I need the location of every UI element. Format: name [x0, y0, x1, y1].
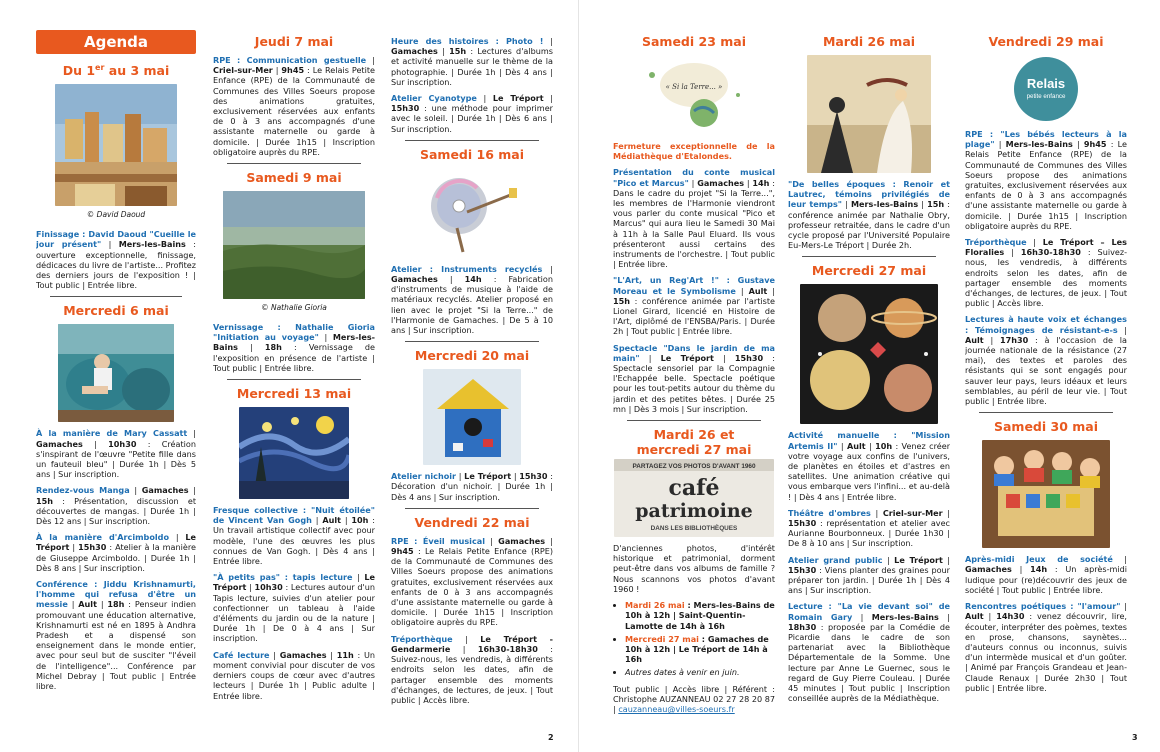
event-entry: Activité manuelle : "Mission Artemis II" | Ault | 10h : Venez créer votre voyage aux confins de l'univers, de planètes en étoiles et d'astres en satellites. Une animation créative qui vous embarque vers l'infini... et au-delà ! | Dès 4 ans | Entrée libre.	[788, 430, 950, 502]
event-entry: Présentation du conte musical "Pico et Marcus" | Gamaches | 14h : Dans le cadre du projet "Si la Terre...", les membres de l'Harmonie viendront vous parler du conte musical "Pico et Marcus" qui aura lieu le Samedi 30 Mai à 11h à la Salle Paul Eluard. Ils vous présenteront aussi certains des instruments de l'orchestre. | Tout public | Entrée libre.	[613, 167, 775, 270]
notice: Fermeture exceptionnelle de la Médiathèque d'Etalondes.	[613, 141, 775, 162]
photo-credit: © Nathalie Gioria	[261, 303, 327, 313]
event-entry: Spectacle "Dans le jardin de ma main" | Le Tréport | 15h30 : Spectacle sensoriel par la Compagnie l'Echappée belle. Spectacle poétique pour les tout-petits autour du thème du jardin et des petites bêtes. | Durée 25 mn | Dès 3 mois | Sur inscription.	[613, 342, 775, 414]
agenda-banner: Agenda	[36, 30, 196, 54]
si-la-terre-logo	[634, 55, 754, 135]
divider	[50, 296, 182, 297]
divider	[979, 412, 1113, 413]
day-heading: Samedi 23 mai	[641, 34, 747, 49]
recycled-instrument-photo	[417, 168, 527, 258]
event-entry: Atelier nichoir | Le Tréport | 15h30 : Décoration d'un nichoir. | Durée 1h | Dès 4 ans | Sur inscription.	[391, 471, 553, 502]
page-number: 2	[548, 733, 554, 742]
divider	[802, 256, 936, 257]
planets-artwork	[800, 284, 938, 424]
divider	[405, 341, 539, 342]
birdhouse-photo	[423, 369, 521, 465]
column-5	[788, 30, 950, 710]
column-2	[213, 30, 375, 707]
divider	[405, 140, 539, 141]
event-entry: Rendez-vous Manga | Gamaches | 15h : Présentation, discussion et découvertes de mangas. | Durée 1h | Dès 12 ans | Sur inscription.	[36, 485, 196, 526]
list-item: • Autres dates à venir en juin.	[625, 667, 775, 677]
rpe-logo-subtext: petite enfance	[1026, 93, 1066, 100]
starry-night-painting	[239, 407, 349, 499]
event-entry: À la manière d'Arcimboldo | Le Tréport | 15h30 : Atelier à la manière de Giuseppe Arcimboldo. | Durée 1h | Dès 8 ans | Sur inscription.	[36, 532, 196, 573]
mary-cassatt-painting	[58, 324, 174, 422]
lautrec-poster	[807, 55, 931, 173]
event-entry: Finissage : David Daoud "Cueille le jour présent" | Mers-les-Bains : ouverture exceptionnelle, finissage, dédicaces du livre de l'artiste... Profitez des derniers jours de l'exposition ! | Tout public | Entrée libre.	[36, 229, 196, 291]
event-entry: Rencontres poétiques : "l'amour" | Ault | 14h30 : venez découvrir, lire, écouter, interpréter des poèmes, textes en prose, chansons, saynètes... d'auteurs connus ou inconnus, suivis d'un intermède musical et d'un goûter. | Animé par François Grandeau et Jean-Claude Renaux | Durée 2h30 | Tout public | Entrée libre.	[965, 601, 1127, 693]
contact-info: Tout public | Accès libre | Référent : Christophe AUZANNEAU 02 27 28 20 87 | cauzanneau@villes-soeurs.fr	[613, 683, 775, 714]
event-entry: "À petits pas" : tapis lecture | Le Tréport | 10h30 : Lectures autour d'un Tapis lecture, suivies d'un atelier pour confectionner un tableau à l'aide d'éléments du jardin ou de la nature | Durée 1h | De 0 à 4 ans | Sur inscription.	[213, 572, 375, 644]
cafe-dates-list	[625, 600, 775, 677]
event-entry: Fresque collective : "Nuit étoilée" de Vincent Van Gogh | Ault | 10h : Un travail artistique collectif avec pour modèle, l'une des œuvres les plus connues de Van Gogh. | Dès 4 ans | Entrée libre.	[213, 505, 375, 567]
list-item: • Mardi 26 mai : Mers-les-Bains de 10h à 12h | Saint-Quentin-Lamotte de 14h à 16h	[625, 600, 775, 631]
event-entry: Théâtre d'ombres | Criel-sur-Mer | 15h30 : représentation et atelier avec Aurianne Bourbonneux. | Durée 1h30 | De 8 à 10 ans | Sur inscription.	[788, 507, 950, 549]
day-heading: Samedi 9 mai	[246, 170, 342, 186]
event-entry: "L'Art, un Reg'Art !" : Gustave Moreau et le Symbolisme | Ault | 15h : conférence animée par l'artiste Lionel Girard, licencié en Histoire de l'Art, diplômé de l'ENSBA/Paris. | Durée 2h | Tout public | Entrée libre.	[613, 275, 775, 337]
cafe-patrimoine-banner	[614, 459, 774, 537]
event-entry: "De belles époques : Renoir et Lautrec, témoins privilégiés de leur temps" | Mers-les-Bains | 15h : conférence animée par Nathalie Obry, professeur retraitée, dans le cadre d'un cycle proposé par l'Université Populaire Eu-Mers-Le Tréport | Durée 2h.	[788, 179, 950, 251]
cafe-banner-title: café	[668, 475, 720, 502]
cafe-banner-subtitle: patrimoine	[635, 500, 753, 523]
page-2	[0, 0, 572, 752]
day-heading: Mercredi 13 mai	[236, 386, 352, 402]
nathalie-gioria-painting	[223, 191, 365, 299]
day-heading: Jeudi 7 mai	[254, 34, 334, 49]
divider	[627, 420, 761, 421]
event-entry: RPE : Éveil musical | Gamaches | 9h45 : Le Relais Petite Enfance (RPE) de la Communauté de Communes des Villes Soeurs propose des animations gratuites, exclusivement réservées aux enfants de 0 à 3 ans accompagnés d'une assistante maternelle ou garde à domicile. | Durée 1h15 | Inscription obligatoire auprès du RPE.	[391, 535, 553, 628]
cafe-description: D'anciennes photos, d'intérêt historique et patrimonial, dorment peut-être dans vos albums de famille ? Nous scannons vos photos d'avant 1960 !	[613, 543, 775, 594]
event-entry: Tréporthèque | Le Tréport - Gendarmerie | 16h30-18h30 : Suivez-nous, les vendredis, à différents endroits selon les dates, afin de partager ensemble des moments d'échanges, de lectures, de jeux. | Tout public | Accès libre.	[391, 633, 553, 705]
day-heading: Mardi 26 mai	[822, 34, 916, 49]
si-la-terre-logo-text: « Si la Terre... »	[665, 83, 723, 91]
event-entry: Atelier grand public | Le Tréport | 15h30 : Viens planter des graines pour préparer ton jardin. | Durée 1h | Dès 4 ans | Sur inscription.	[788, 554, 950, 596]
event-entry: Lectures à haute voix et échanges : Témoignages de résistant-e-s | Ault | 17h30 : à l'occasion de la journée nationale de la résistance (27 mai), des textes et paroles des résistants qui se sont engagés pour sauver leur pays, leurs idéaux et leurs semblables, au péril de leur vie. | Tout public | Entrée libre.	[965, 314, 1127, 407]
day-heading: Mardi 26 et mercredi 27 mai	[636, 427, 752, 458]
cafe-banner-top: PARTAGEZ VOS PHOTOS D'AVANT 1960	[632, 463, 756, 471]
event-entry: À la manière de Mary Cassatt | Gamaches | 10h30 : Création s'inspirant de l'œuvre "Petite fille dans un fauteuil bleu" | Durée 1h | Dès 5 ans | Sur inscription.	[36, 428, 196, 480]
column-4	[613, 30, 775, 720]
divider	[405, 508, 539, 509]
column-3	[391, 30, 553, 711]
page-fold	[578, 0, 579, 752]
event-entry: Heure des histoires : Photo ! | Gamaches | 15h : Lectures d'albums et activité manuelle sur le thème de la photographie. | Durée 1h | Dès 4 ans | Sur inscription.	[391, 36, 553, 87]
day-heading: Vendredi 22 mai	[414, 514, 530, 530]
event-entry: Lecture : "La vie devant soi" de Romain Gary | Mers-les-Bains | 18h30 : proposée par la Comédie de Picardie dans le cadre de son partenariat avec la Bibliothèque Départementale de la Somme. Une lecture par Anne Le Guernec, sous le regard de Guy Pierre Couleau. | Durée 45 minutes | Tout public | Inscription conseillée auprès de la Médiathèque.	[788, 601, 950, 704]
event-entry: RPE : Communication gestuelle | Criel-sur-Mer | 9h45 : Le Relais Petite Enfance (RPE) de la Communauté de Communes des Villes Soeurs propose des animations gratuites, exclusivement réservées aux enfants de 0 à 3 ans accompagnés d'une assistante maternelle ou garde à domicile. | Durée 1h15 | Inscription obligatoire auprès du RPE.	[213, 55, 375, 157]
day-heading: Mercredi 20 mai	[414, 348, 530, 364]
event-entry: Conférence : Jiddu Krishnamurti, l'homme qui refusa d'être un messie | Ault | 18h : Penseur indien promouvant une éducation alternative, Krishnamurti est né en 1895 à Andhra Pradesh et a dispensé son enseignement dans le monde entier, avec pour seul but de susciter "l'éveil de l'intelligence"... Conférence par Michel Debray | Tout public | Entrée libre.	[36, 579, 196, 692]
event-entry: Atelier : Instruments recyclés | Gamaches | 14h : Fabrication d'instruments de musique à l'aide de matériaux recyclés. Atelier proposé en lien avec le projet "Si la Terre..." de l'Harmonie de Gamaches. | De 5 à 10 ans | Sur inscription.	[391, 263, 553, 336]
board-game-illustration	[982, 440, 1110, 548]
relais-petite-enfance-logo	[1012, 55, 1080, 123]
day-heading: Samedi 30 mai	[993, 419, 1099, 435]
list-item: • Mercredi 27 mai : Gamaches de 10h à 12h | Le Tréport de 14h à 16h	[625, 634, 775, 665]
event-entry: Tréporthèque | Le Tréport – Les Floralies | 16h30-18h30 : Suivez-nous, les vendredis, à différents endroits selon les dates, afin de partager ensemble des moments d'échanges, de lectures, de jeux. | Tout public | Accès libre.	[965, 237, 1127, 309]
email-link[interactable]: cauzanneau@villes-soeurs.fr	[618, 703, 735, 714]
photo-credit: © David Daoud	[86, 210, 146, 220]
column-1	[36, 30, 196, 697]
divider	[227, 379, 361, 380]
event-entry: Café lecture | Gamaches | 11h : Un moment convivial pour discuter de vos derniers coups de cœur avec d'autres lecteurs | Durée 1h | Public adulte | Entrée libre.	[213, 649, 375, 701]
event-entry: RPE : "Les bébés lecteurs à la plage" | Mers-les-Bains | 9h45 : Le Relais Petite Enfance (RPE) de la Communauté de Communes des Villes Soeurs propose des animations gratuites, exclusivement réservées aux enfants de 0 à 3 ans accompagnés d'une assistante maternelle ou garde à domicile. | Durée 1h15 | Inscription obligatoire auprès du RPE.	[965, 129, 1127, 231]
rpe-logo-text: Relais	[1026, 76, 1066, 91]
event-entry: Atelier Cyanotype | Le Tréport | 15h30 : une méthode pour imprimer avec le soleil. | Durée 1h | Dès 6 ans | Sur inscription.	[391, 93, 553, 134]
event-entry: Vernissage : Nathalie Gioria "Initiation au voyage" | Mers-les-Bains | 18h : Vernissage de l'exposition en présence de l'artiste | Tout public | Entrée libre.	[213, 322, 375, 373]
day-heading: Vendredi 29 mai	[988, 34, 1104, 49]
day-heading: Mercredi 6 mai	[63, 303, 169, 319]
divider	[227, 163, 361, 164]
page-3	[588, 0, 1160, 752]
david-daoud-painting	[55, 84, 177, 206]
page-number: 3	[1132, 733, 1138, 742]
column-6	[965, 30, 1127, 699]
day-heading: Samedi 16 mai	[419, 146, 525, 162]
day-heading: Du 1er au 3 mai	[62, 63, 170, 79]
event-entry: Après-midi Jeux de société | Gamaches | 14h : Un après-midi ludique pour (re)découvrir des jeux de société | Tout public | Entrée libre.	[965, 554, 1127, 595]
day-heading: Mercredi 27 mai	[811, 263, 927, 279]
cafe-banner-bottom: DANS LES BIBLIOTHÈQUES	[650, 525, 738, 533]
